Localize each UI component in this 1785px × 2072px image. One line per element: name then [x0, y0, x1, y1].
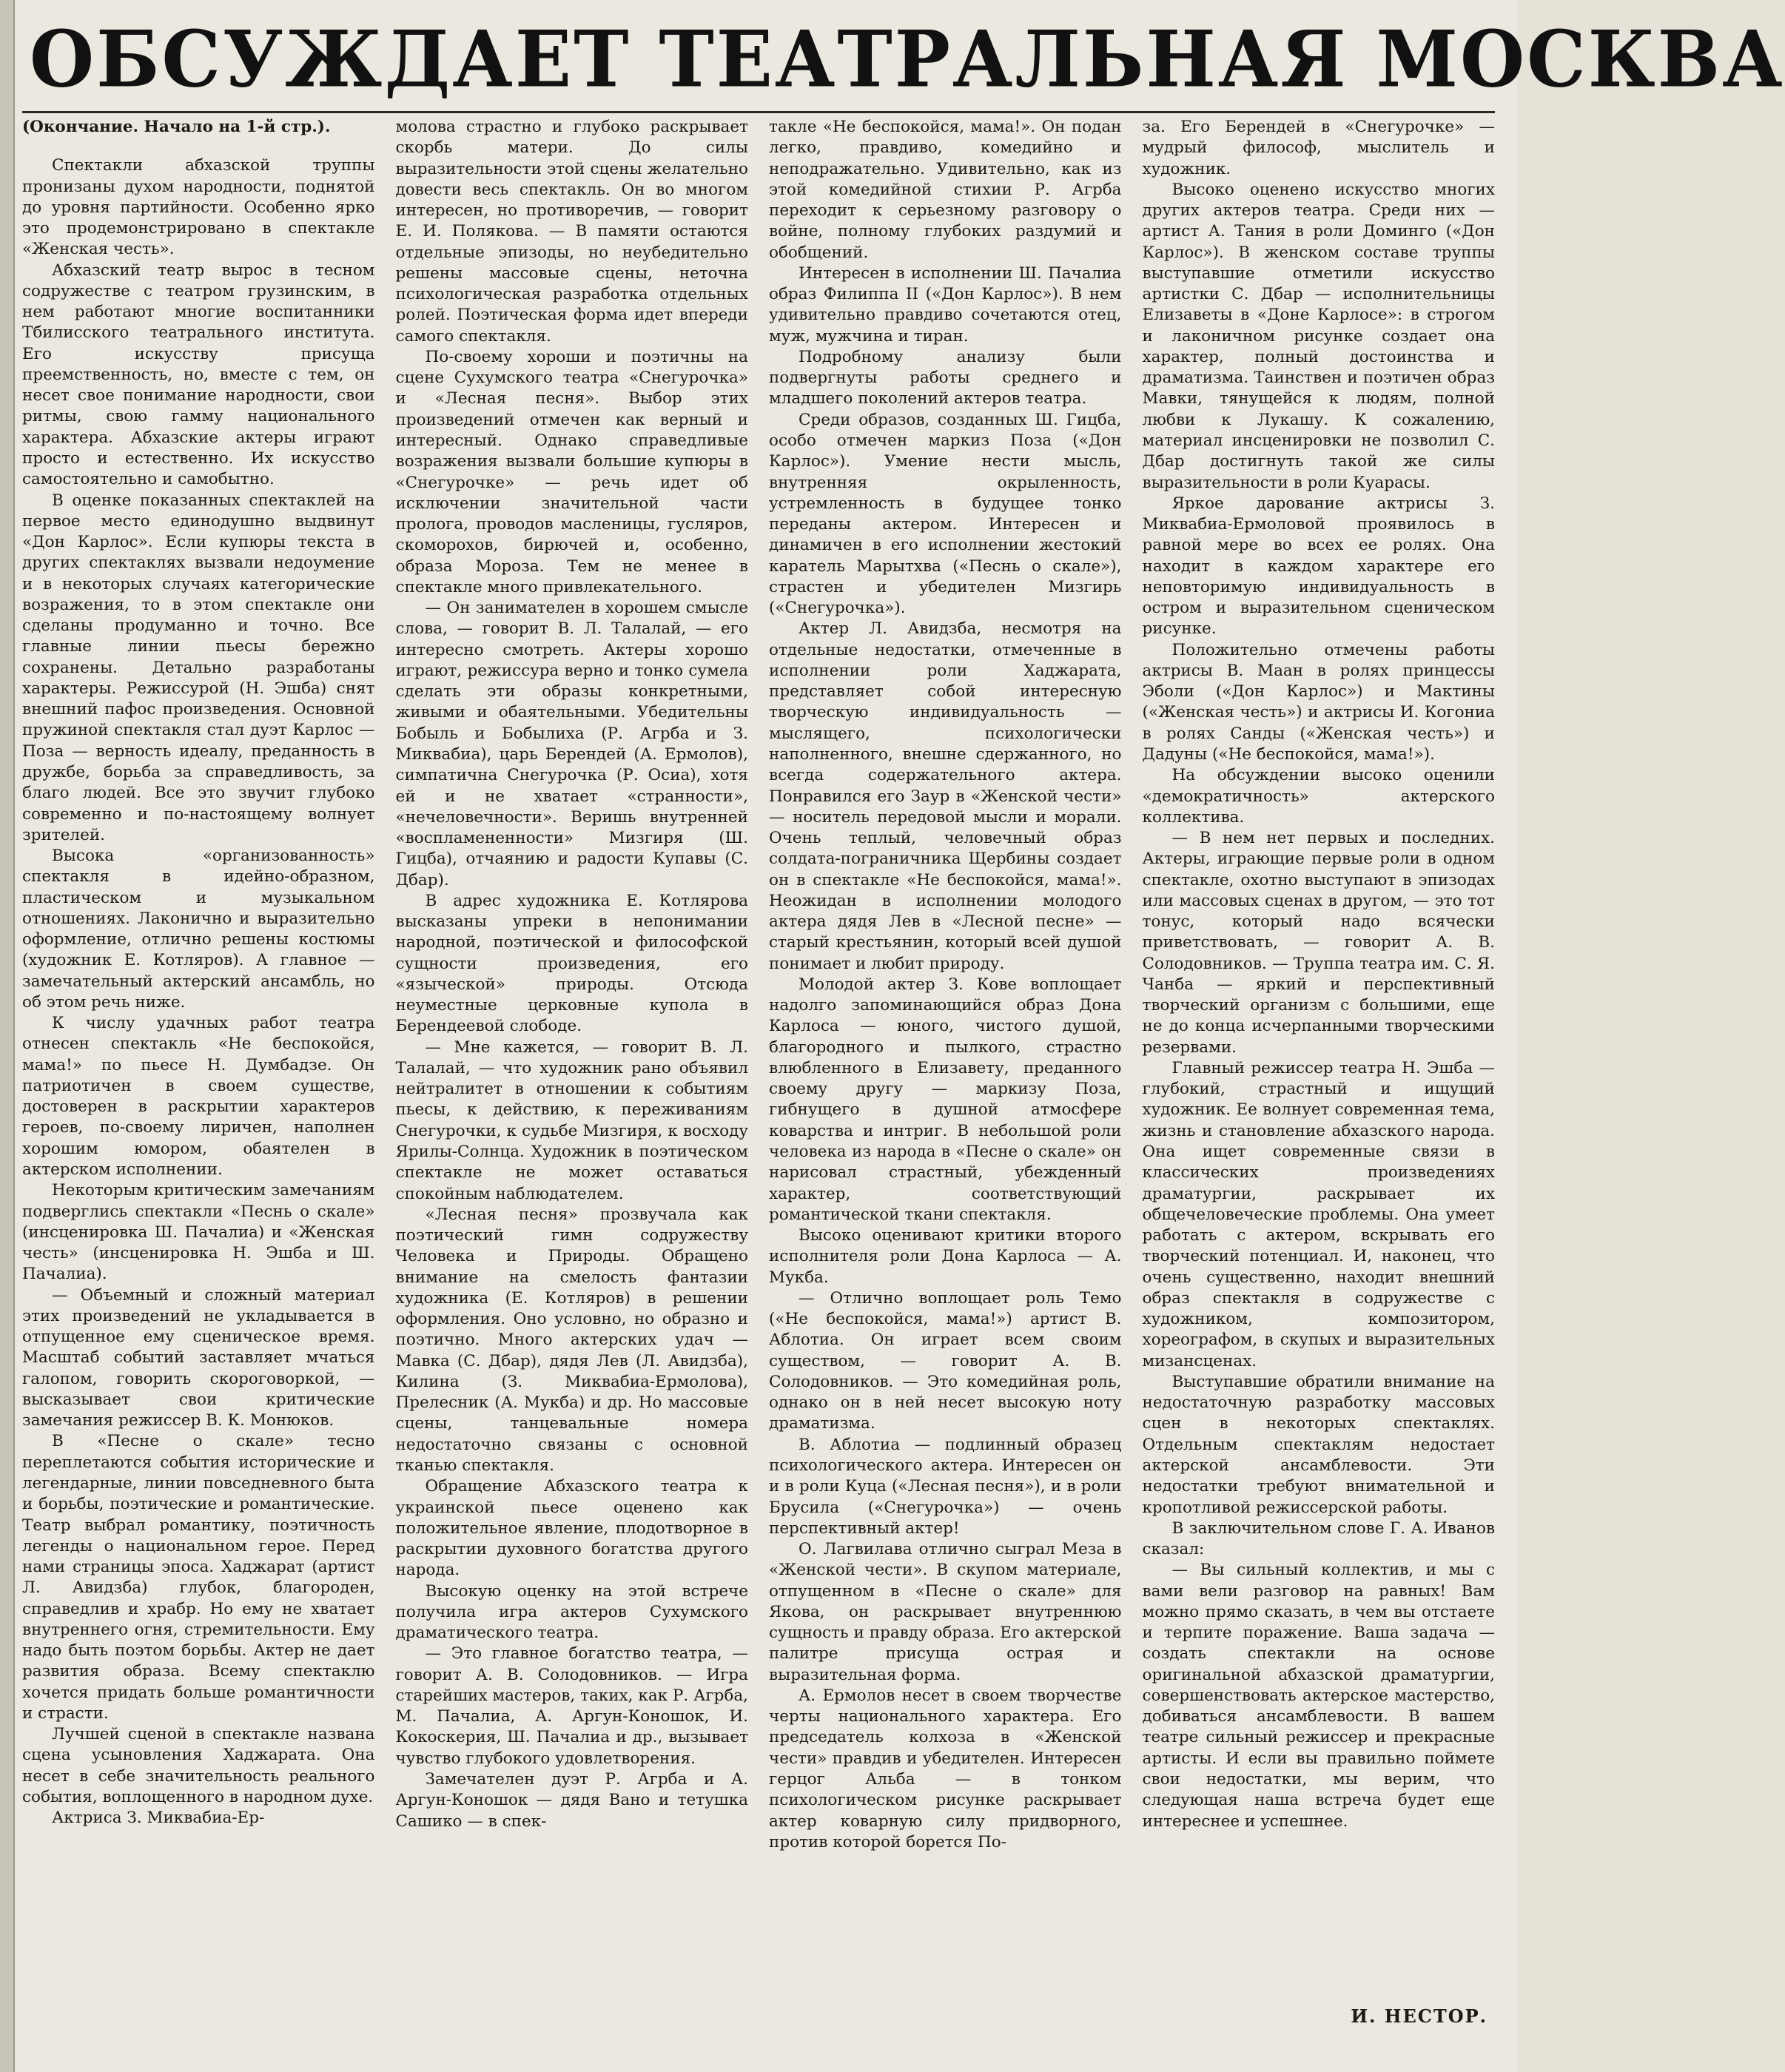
paragraph: — Он занимателен в хорошем смысле слова, — говорит В. Л. Талалай, — его интересно смотреть. Актеры хорошо играют, режиссура верно и тонко сумела сделать эти образы конкретными, живыми и обаятельными. Убедительны Бобыль и Бобылиха (Р. Агрба и З. Миквабиа), царь Берендей (А. Ермолов), симпатична Снегурочка (Р. Осиа), хотя ей и не хватает «странности», «нечеловечности». Веришь внутренней «воспламененности» Мизгиря (Ш. Гицба), отчаянию и радости Купавы (С. Дбар). [395, 599, 748, 889]
paragraph: К числу удачных работ театра отнесен спектакль «Не беспокойся, мама!» по пьесе Н. Думбадзе. Он патриотичен в своем существе, достоверен в раскрытии характеров героев, по-своему лиричен, наполнен хорошим юмором, обаятелен в актерском исполнении. [22, 1014, 375, 1180]
paragraph: Лучшей сценой в спектакле названа сцена усыновления Хаджарата. Она несет в себе значительность реального события, воплощенного в народном духе. [22, 1725, 375, 1806]
paragraph: Выступавшие обратили внимание на недостаточную разработку массовых сцен в некоторых спектаклях. Отдельным спектаклям недостает актерской ансамблевости. Эти недостатки требуют внимательной и кропотливой режиссерской работы. [1142, 1372, 1495, 1517]
paragraph: Подробному анализу были подвергнуты работы среднего и младшего поколений актеров театра. [769, 347, 1122, 408]
paragraph: Молодой актер З. Кове воплощает надолго запоминающийся образ Дона Карлоса — юного, чистого душой, благородного и пылкого, страстно влюбленного в Елизавету, преданного своему другу — маркизу Поза, гибнущего в душной атмосфере коварства и интриг. В небольшой роли человека из народа в «Песне о скале» он нарисовал страстный, убежденный характер, соответствующий романтической ткани спектакля. [769, 975, 1122, 1224]
paragraph: По-своему хороши и поэтичны на сцене Сухумского театра «Снегурочка» и «Лесная песня». Выбор этих произведений отмечен как верный и интересный. Однако справедливые возражения вызвали большие купюры в «Снегурочке» — речь идет об исключении значительной части пролога, проводов масленицы, гусляров, скоморохов, бирючей и, особенно, образа Мороза. Тем не менее в спектакле много привлекательного. [395, 347, 748, 596]
paragraph: Интересен в исполнении Ш. Пачалиа образ Филиппа II («Дон Карлос»). В нем удивительно правдиво сочетаются отец, муж, мужчина и тиран. [769, 263, 1122, 346]
paragraph: Актер Л. Авидзба, несмотря на отдельные недостатки, отмеченные в исполнении роли Хаджарата, представляет собой интересную творческую индивидуальность — мыслящего, психологически наполненного, внешне сдержанного, но всегда содержательного актера. Понравился его Заур в «Женской чести» — носитель передовой мысли и морали. Очень теплый, человечный образ солдата-пограничника Щербины создает он в спектакле «Не беспокойся, мама!». Неожидан в исполнении молодого актера дядя Лев в «Лесной песне» — старый крестьянин, который всей душой понимает и любит природу. [769, 619, 1122, 973]
paragraph: О. Лагвилава отлично сыграл Меза в «Женской чести». В скупом материале, отпущенном в «Песне о скале» для Якова, он раскрывает внутреннюю сущность и правду образа. Его актерской палитре присуща острая и выразительная форма. [769, 1540, 1122, 1684]
author-signature: И. НЕСТОР. [1351, 2005, 1488, 2027]
paragraph: — Отлично воплощает роль Темо («Не беспокойся, мама!») артист В. Аблотиа. Он играет всем своим существом, — говорит А. В. Солодовников. — Это комедийная роль, однако он в ней несет высокую ноту драматизма. [769, 1288, 1122, 1433]
paragraph: — Мне кажется, — говорит В. Л. Талалай, — что художник рано объявил нейтралитет в отношении к событиям пьесы, к действию, к переживаниям Снегурочки, к судьбе Мизгиря, к восходу Ярилы-Солнца. Художник в поэтическом спектакле не может оставаться спокойным наблюдателем. [395, 1037, 748, 1203]
paragraph: Актриса З. Миквабиа-Ер- [52, 1809, 265, 1828]
paragraph: такле «Не беспокойся, мама!». Он подан легко, правдиво, комедийно и неподражательно. Удивительно, как из этой комедийной стихии Р. Агрба переходит к серьезному разговору о войне, полному глубоких раздумий и обобщений. [769, 118, 1122, 262]
paragraph: — Это главное богатство театра, — говорит А. В. Солодовников. — Игра старейших мастеров, таких, как Р. Агрба, М. Пачалиа, А. Аргун-Коношок, И. Кокоскерия, Ш. Пачалиа и др., вызывает чувство глубокого удовлетворения. [395, 1644, 748, 1768]
paragraph: Высоко оценивают критики второго исполнителя роли Дона Карлоса — А. Мукба. [769, 1226, 1122, 1287]
paragraph: Спектакли абхазской труппы пронизаны духом народности, поднятой до уровня партийности. Особенно ярко это продемонстрировано в спектакле «Женская честь». [22, 156, 375, 259]
headline-rule [22, 111, 1495, 113]
paragraph: Яркое дарование актрисы З. Миквабиа-Ермоловой проявилось в равной мере во всех ее ролях. Она находит в каждом характере его неповторимую индивидуальность в остром и выразительном сценическом рисунке. [1142, 494, 1495, 639]
article-column-3 [769, 117, 1122, 1997]
paragraph: Высока «организованность» спектакля в идейно-образном, пластическом и музыкальном отношениях. Лаконично и выразительно оформление, отлично решены костюмы (художник Е. Котляров). А главное — замечательный актерский ансамбль, но об этом речь ниже. [22, 847, 375, 1012]
paragraph: Среди образов, созданных Ш. Гицба, особо отмечен маркиз Поза («Дон Карлос»). Умение нести мысль, внутренняя окрыленность, устремленность в будущее тонко переданы актером. Интересен и динамичен в его исполнении жестокий каратель Марытхва («Песнь о скале»), страстен и убедителен Мизгирь («Снегурочка»). [769, 410, 1122, 618]
paragraph: за. Его Берендей в «Снегурочке» — мудрый философ, мыслитель и художник. [1142, 118, 1495, 178]
paragraph: Положительно отмечены работы актрисы В. Маан в ролях принцессы Эболи («Дон Карлос») и Мактины («Женская честь») и актрисы И. Когониа в ролях Санды («Женская честь») и Дадуны («Не беспокойся, мама!»). [1142, 640, 1495, 764]
paragraph: «Лесная песня» прозвучала как поэтический гимн содружеству Человека и Природы. Обращено внимание на смелость фантазии художника (Е. Котляров) в решении оформления. Оно условно, но образно и поэтично. Много актерских удач — Мавка (С. Дбар), дядя Лев (Л. Авидзба), Килина (З. Миквабиа-Ермолова), Прелесник (А. Мукба) и др. Но массовые сцены, танцевальные номера недостаточно связаны с основной тканью спектакля. [395, 1205, 748, 1475]
paragraph: — В нем нет первых и последних. Актеры, играющие первые роли в одном спектакле, охотно выступают в эпизодах или массовых сценах в другом, — это тот тонус, который надо всячески приветствовать, — говорит А. В. Солодовников. — Труппа театра им. С. Я. Чанба — яркий и перспективный творческий организм с большими, еще не до конца исчерпанными творческими резервами. [1142, 829, 1495, 1057]
paragraph: В заключительном слове Г. А. Иванов сказал: [1142, 1518, 1495, 1559]
paragraph: В «Песне о скале» тесно переплетаются события исторические и легендарные, линии повседневного быта и борьбы, поэтические и романтические. Театр выбрал романтику, поэтичность легенды о национальном герое. Перед нами страницы эпоса. Хаджарат (артист Л. Авидзба) глубок, благороден, справедлив и храбр. Но ему не хватает внутреннего огня, стремительности. Ему надо быть поэтом борьбы. Актер не дает развития образа. Всему спектаклю хочется придать больше романтичности и страсти. [22, 1432, 375, 1723]
paragraph: В. Аблотиа — подлинный образец психологического актера. Интересен он и в роли Куца («Лесная песня»), и в роли Брусила («Снегурочка») — очень перспективный актер! [769, 1435, 1122, 1538]
article-body [22, 117, 1495, 1997]
paragraph: Высокую оценку на этой встрече получила игра актеров Сухумского драматического театра. [395, 1581, 748, 1643]
paragraph: Абхазский театр вырос в тесном содружестве с театром грузинским, в нем работают многие воспитанники Тбилисского театрального института. Его искусству присуща преемственность, но, вместе с тем, он несет свое понимание народности, свои ритмы, свою гамму национального характера. Абхазские актеры играют просто и естественно. Их искусство самостоятельно и самобытно. [22, 260, 375, 489]
paragraph: Главный режиссер театра Н. Эшба — глубокий, страстный и ищущий художник. Ее волнует современная тема, жизнь и становление абхазского народа. Она ищет современные связи в классических произведениях драматургии, раскрывает их общечеловеческие проблемы. Она умеет работать с актером, вскрывать его творческий потенциал. И, наконец, что очень существенно, находит внешний образ спектакля в содружестве с художником, композитором, хореографом, в скупых и выразительных мизансценах. [1142, 1058, 1495, 1370]
paragraph: А. Ермолов несет в своем творчестве черты национального характера. Его председатель колхоза в «Женской чести» правдив и убедителен. Интересен герцог Альба — в тонком психологическом рисунке раскрывает актер коварную силу придворного, против которой борется По- [769, 1686, 1122, 1851]
paragraph: — Вы сильный коллектив, и мы с вами вели разговор на равных! Вам можно прямо сказать, в чем вы отстаете и терпите поражение. Ваша задача — создать спектакли на основе оригинальной абхазской драматургии, совершенствовать актерское мастерство, добиваться ансамблевости. В вашем театре сильный режиссер и прекрасные артисты. И если вы правильно поймете свои недостатки, мы верим, что следующая наша встреча будет еще интереснее и успешнее. [1142, 1561, 1495, 1831]
paragraph: — Объемный и сложный материал этих произведений не укладывается в отпущенное ему сценическое время. Масштаб событий заставляет мчаться галопом, говорить скороговоркой, — высказывает свои критические замечания режиссер В. К. Монюков. [22, 1285, 375, 1430]
page-edge-strip [0, 0, 15, 2072]
paragraph: На обсуждении высоко оценили «демократичность» актерского коллектива. [1142, 766, 1495, 827]
paragraph: В адрес художника Е. Котлярова высказаны упреки в непонимании народной, поэтической и философской сущности произведения, его «языческой» природы. Отсюда неуместные церковные купола в Берендеевой слободе. [395, 891, 748, 1036]
paragraph: Некоторым критическим замечаниям подверглись спектакли «Песнь о скале» (инсценировка Ш. Пачалиа) и «Женская честь» (инсценировка Н. Эшба и Ш. Пачалиа). [22, 1181, 375, 1284]
paragraph: Обращение Абхазского театра к украинской пьесе оценено как положительное явление, плодотворное в раскрытии духовного богатства другого народа. [395, 1477, 748, 1580]
headline: ОБСУЖДАЕТ ТЕАТРАЛЬНАЯ МОСКВА [30, 13, 1785, 105]
paragraph: молова страстно и глубоко раскрывает скорбь матери. До силы выразительности этой сцены желательно довести весь спектакль. Он во многом интересен, но противоречив, — говорит Е. И. Полякова. — В памяти остаются отдельные эпизоды, но неубедительно решены массовые сцены, неточна психологическая разработка отдельных ролей. Поэтическая форма идет впереди самого спектакля. [395, 118, 748, 346]
paragraph: Высоко оценено искусство многих других актеров театра. Среди них — артист А. Тания в роли Доминго («Дон Карлос»). В женском составе труппы выступавшие отметили искусство артистки С. Дбар — исполнительницы Елизаветы в «Доне Карлосе»: в строгом и лаконичном рисунке создает она характер, полный достоинства и драматизма. Таинствен и поэтичен образ Мавки, тянущейся к людям, полной любви к Лукашу. К сожалению, материал инсценировки не позволил С. Дбар достигнуть такой же силы выразительности в роли Куарасы. [1142, 180, 1495, 492]
continuation-note: (Окончание. Начало на 1-й стр.). [22, 118, 331, 136]
article-column-1 [22, 117, 375, 1997]
article-column-2 [396, 117, 749, 1997]
paragraph: В оценке показанных спектаклей на первое место единодушно выдвинут «Дон Карлос». Если купюры текста в других спектаклях вызвали недоумение и в некоторых случаях категорические возражения, то в этом спектакле они сделаны продуманно и точно. Все главные линии пьесы бережно сохранены. Детально разработаны характеры. Режиссурой (Н. Эшба) снят внешний пафос произведения. Основной пружиной спектакля стал дуэт Карлос — Поза — верность идеалу, преданность в дружбе, борьба за справедливость, за благо людей. Все это звучит глубоко современно и по-настоящему волнует зрителей. [22, 491, 375, 844]
paragraph: Замечателен дуэт Р. Агрба и А. Аргун-Коношок — дядя Вано и тетушка Сашико — в спек- [395, 1769, 748, 1831]
article-column-4 [1143, 117, 1496, 1997]
